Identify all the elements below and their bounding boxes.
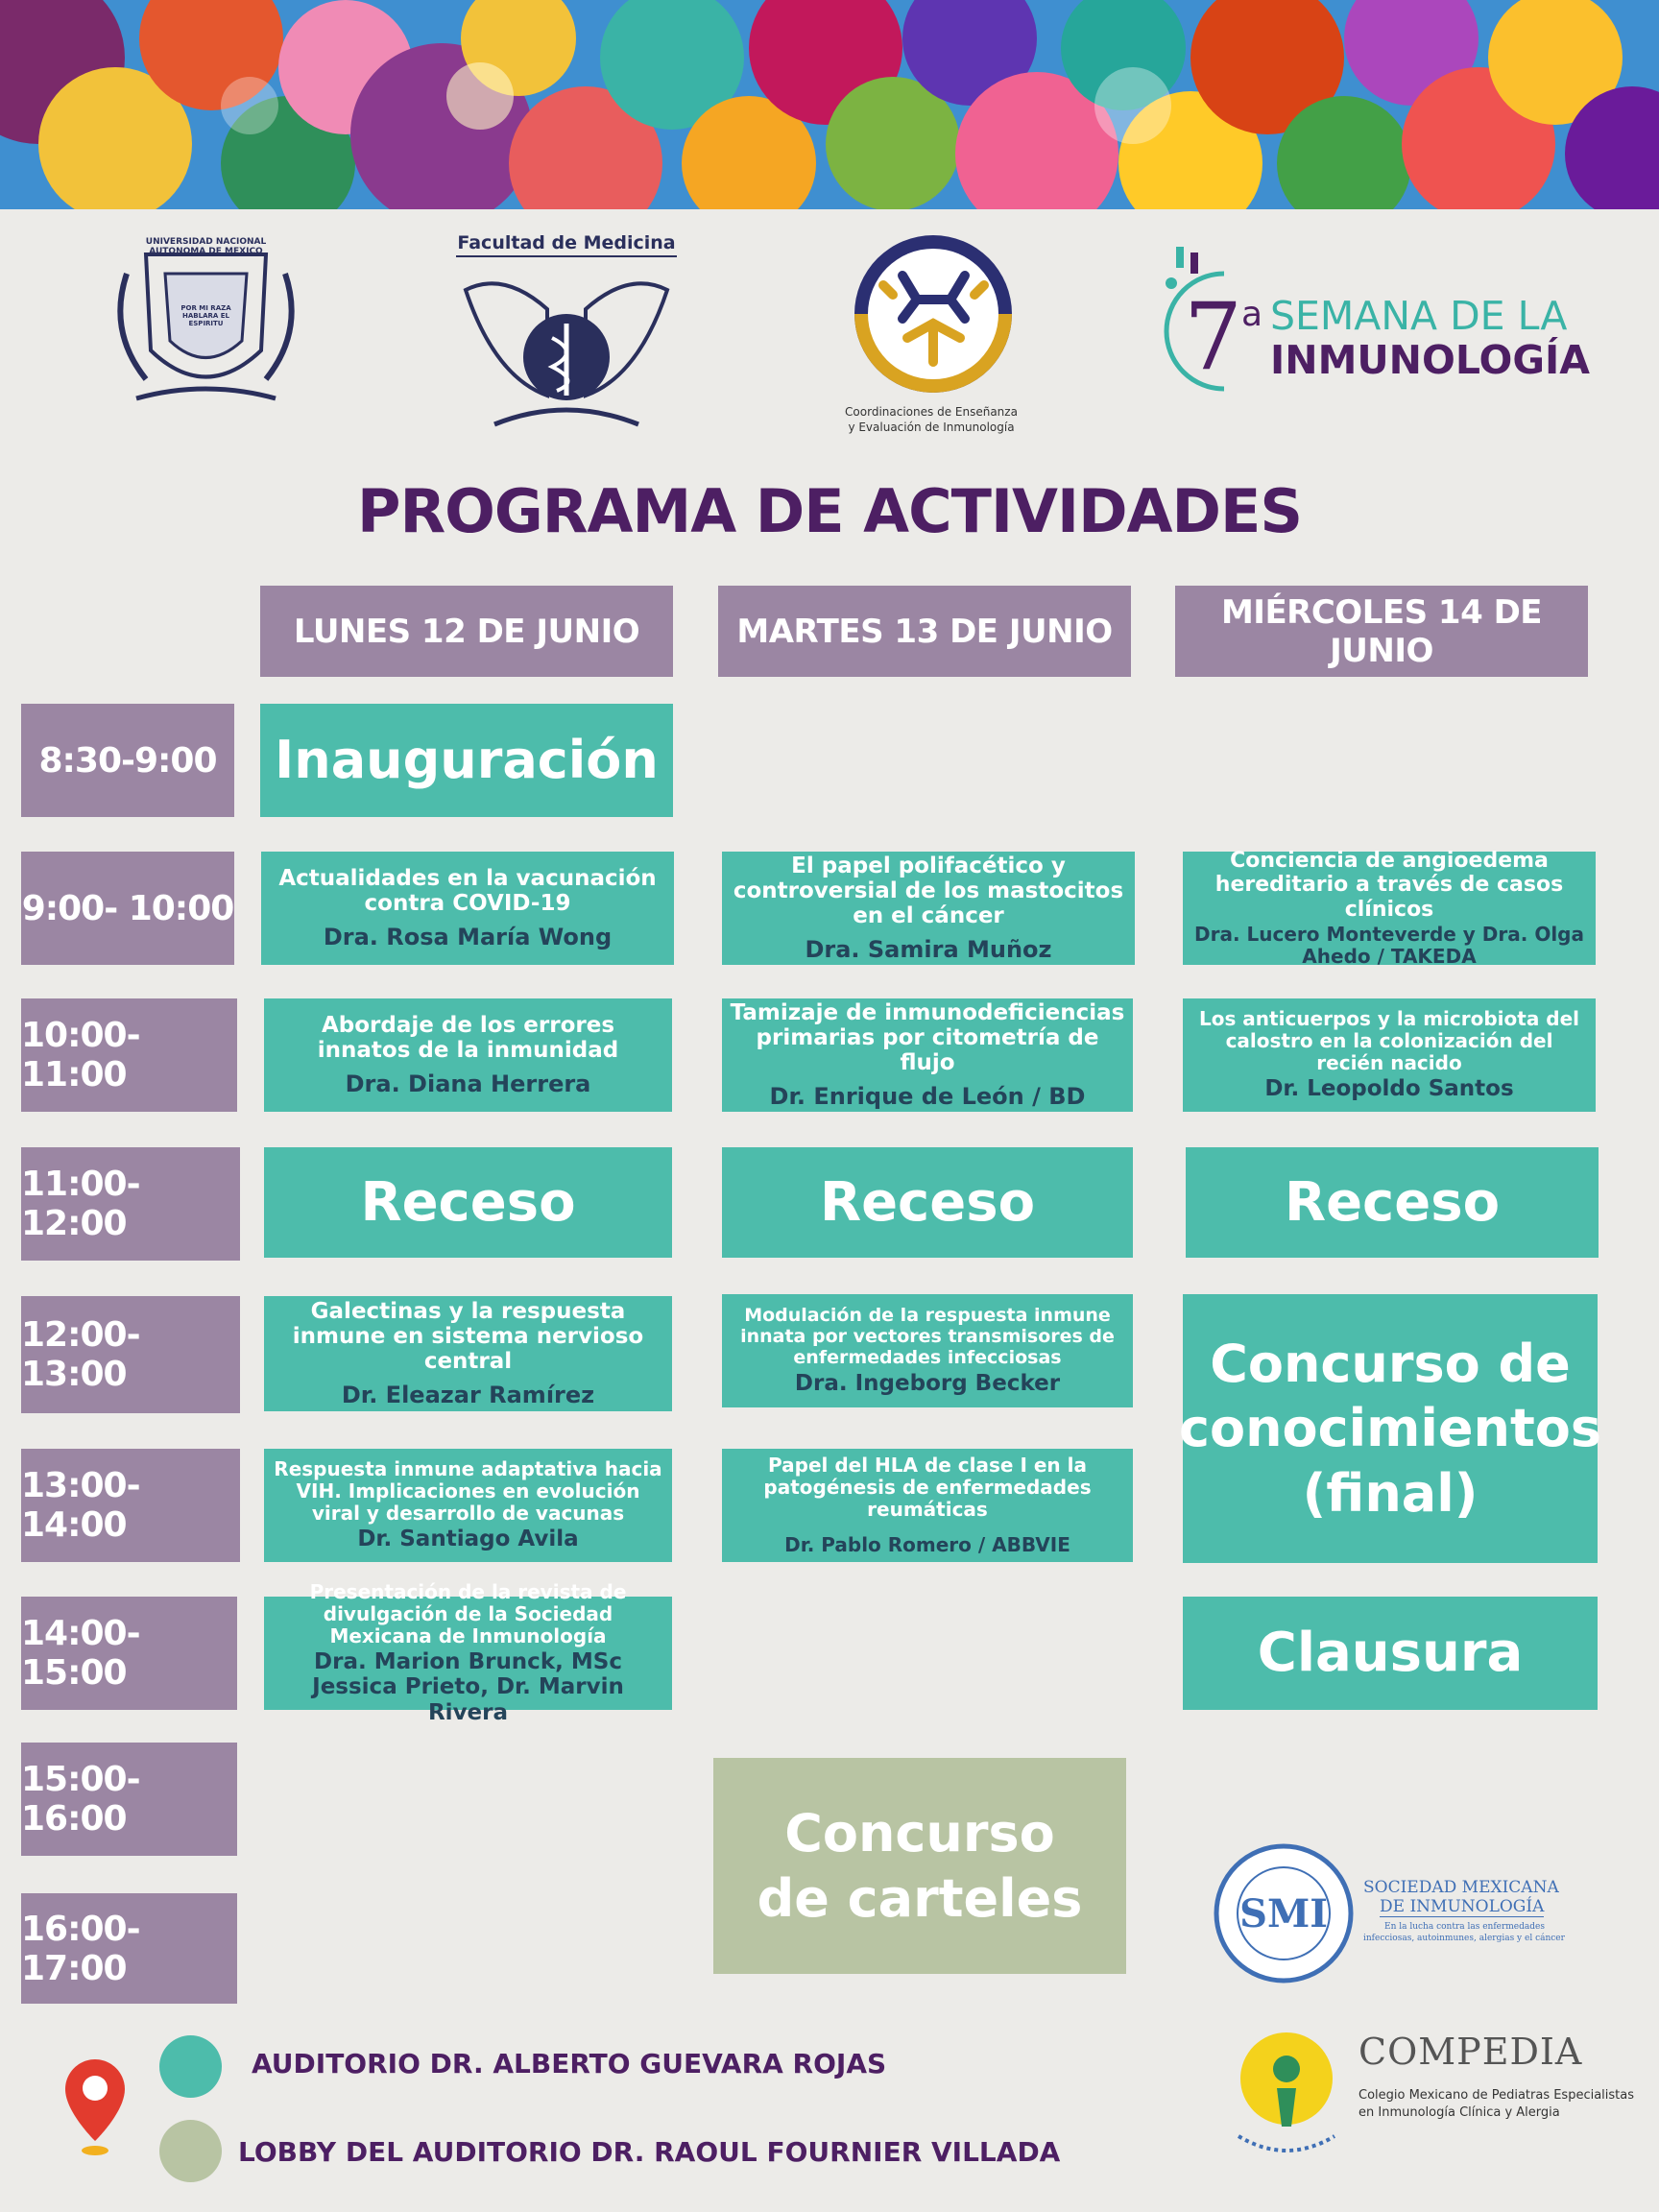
event-speaker: Dra. Ingeborg Becker [794,1370,1061,1396]
event-wed-9 [1183,849,1596,968]
event-speaker: Dr. Pablo Romero / ABBVIE [784,1533,1070,1556]
facultad-medicina-logo [456,228,677,445]
event-mon-13 [264,1449,672,1562]
event-title: Respuesta inmune adaptativa hacia VIH. Implicaciones en evolución viral y desarrollo de vacunas [274,1457,662,1526]
event-wed-10 [1183,998,1596,1112]
legend-teal-dot [159,2035,222,2098]
unam-logo [108,235,304,413]
event-speaker: Dr. Santiago Avila [357,1527,579,1552]
event-tue-9 [722,852,1135,965]
header-banner [0,0,1659,209]
fm-title: Facultad de Medicina [456,232,677,257]
event-mon-14 [264,1579,672,1725]
coord-line2: y Evaluación de Inmunología [848,421,1015,434]
legend-green-label: LOBBY DEL AUDITORIO DR. RAOUL FOURNIER VILLADA [238,2136,1061,2168]
unam-motto: POR MI RAZA HABLARA EL ESPIRITU [180,304,231,327]
event-title: Concurso de conocimientos (final) [1178,1333,1602,1524]
event-speaker: Dra. Diana Herrera [345,1070,591,1097]
event-title: Actualidades en la vacunación contra COVID-19 [278,865,657,917]
event-inauguracion [260,704,673,817]
semana-line2: INMUNOLOGÍA [1270,337,1590,383]
time-slot: 15:00-16:00 [21,1743,237,1856]
smi-logo [1212,1841,1576,1985]
event-title: Presentación de la revista de divulgación de la Sociedad Mexicana de Inmunología [309,1579,627,1647]
event-clausura [1183,1597,1598,1710]
event-receso-wed [1186,1147,1599,1258]
time-slot: 9:00- 10:00 [21,852,234,965]
event-title: Abordaje de los errores innatos de la inmunidad [317,1012,619,1064]
smi-name2: DE INMUNOLOGÍA [1380,1897,1545,1916]
time-slot: 10:00-11:00 [21,998,237,1112]
event-tue-12 [722,1294,1133,1407]
event-title: Tamizaje de inmunodeficiencias primarias por citometría de flujo [730,999,1125,1076]
event-title: Conciencia de angioedema hereditario a través de casos clínicos [1214,849,1564,922]
event-tue-13 [722,1449,1133,1562]
time-slot: 14:00-15:00 [21,1597,237,1710]
event-title: Los anticuerpos y la microbiota del calostro en la colonización del recién nacido [1198,1007,1580,1075]
time-slot: 8:30-9:00 [21,704,234,817]
coord-line1: Coordinaciones de Enseñanza [845,405,1018,419]
compedia-logo [1224,2021,1635,2165]
event-title: Papel del HLA de clase I en la patogénesis de enfermedades reumáticas [763,1454,1092,1521]
semana-sup: a [1241,295,1263,334]
time-slot: 13:00-14:00 [21,1449,240,1562]
day-header-monday: LUNES 12 DE JUNIO [260,586,673,677]
event-speaker: Dra. Lucero Monteverde y Dra. Olga Ahedo / TAKEDA [1194,922,1584,968]
compedia-emblem [1224,2021,1349,2165]
event-title: Galectinas y la respuesta inmune en sistema nervioso central [292,1298,644,1375]
event-receso-tue [722,1147,1133,1258]
event-title: Concurso de carteles [757,1803,1083,1929]
location-pin-icon [65,2059,125,2160]
event-speaker: Dra. Rosa María Wong [323,923,613,950]
smi-name1: SOCIEDAD MEXICANA [1363,1878,1559,1897]
event-speaker: Dr. Leopoldo Santos [1264,1076,1514,1102]
event-tue-10 [722,998,1133,1112]
event-speaker: Dra. Samira Muñoz [805,935,1052,963]
event-title: Inauguración [275,730,659,791]
event-speaker: Dr. Eleazar Ramírez [341,1381,595,1408]
time-slot: 11:00-12:00 [21,1147,240,1261]
semana-line1: SEMANA DE LA [1270,293,1568,339]
day-header-wednesday: MIÉRCOLES 14 DE JUNIO [1175,586,1588,677]
event-mon-12 [264,1296,672,1411]
event-speaker: Dra. Marion Brunck, MSc Jessica Prieto, Dr. Marvin Rivera [312,1648,624,1725]
event-concurso-carteles [713,1758,1126,1974]
compedia-line2: en Inmunología Clínica y Alergia [1358,2105,1560,2120]
semana-number: 7 [1184,283,1243,391]
event-concurso-conocimientos [1178,1294,1602,1563]
event-mon-9 [261,852,674,965]
compedia-name: COMPEDIA [1358,2031,1583,2073]
event-receso-mon [264,1147,672,1258]
event-title: Receso [819,1170,1036,1234]
event-mon-10 [264,998,672,1112]
event-title: El papel polifacético y controversial de los mastocitos en el cáncer [733,853,1124,929]
coordinaciones-logo [826,232,1037,439]
unam-logo-text: UNIVERSIDAD NACIONAL AUTONOMA DE MEXICO [145,237,267,256]
event-title: Receso [360,1170,576,1234]
time-slot: 16:00-17:00 [21,1893,237,2004]
event-speaker: Dr. Enrique de León / BD [769,1082,1086,1110]
cell-illustration [0,0,1659,209]
page-title: PROGRAMA DE ACTIVIDADES [357,476,1302,546]
legend-teal-label: AUDITORIO DR. ALBERTO GUEVARA ROJAS [252,2048,887,2080]
compedia-line1: Colegio Mexicano de Pediatras Especialistas [1358,2088,1635,2103]
semana-inmunologia-logo [1147,245,1590,408]
time-slot: 12:00-13:00 [21,1296,240,1413]
smi-short: SMI [1239,1891,1328,1936]
day-header-tuesday: MARTES 13 DE JUNIO [718,586,1131,677]
event-title: Receso [1284,1170,1501,1234]
event-title: Clausura [1257,1622,1524,1684]
legend-green-dot [159,2120,222,2182]
event-title: Modulación de la respuesta inmune innata por vectores transmisores de enfermedades infecciosas [740,1305,1115,1368]
smi-tag1: En la lucha contra las enfermedades [1384,1922,1545,1932]
smi-tag2: infecciosas, autoinmunes, alergias y el cáncer [1363,1934,1565,1943]
